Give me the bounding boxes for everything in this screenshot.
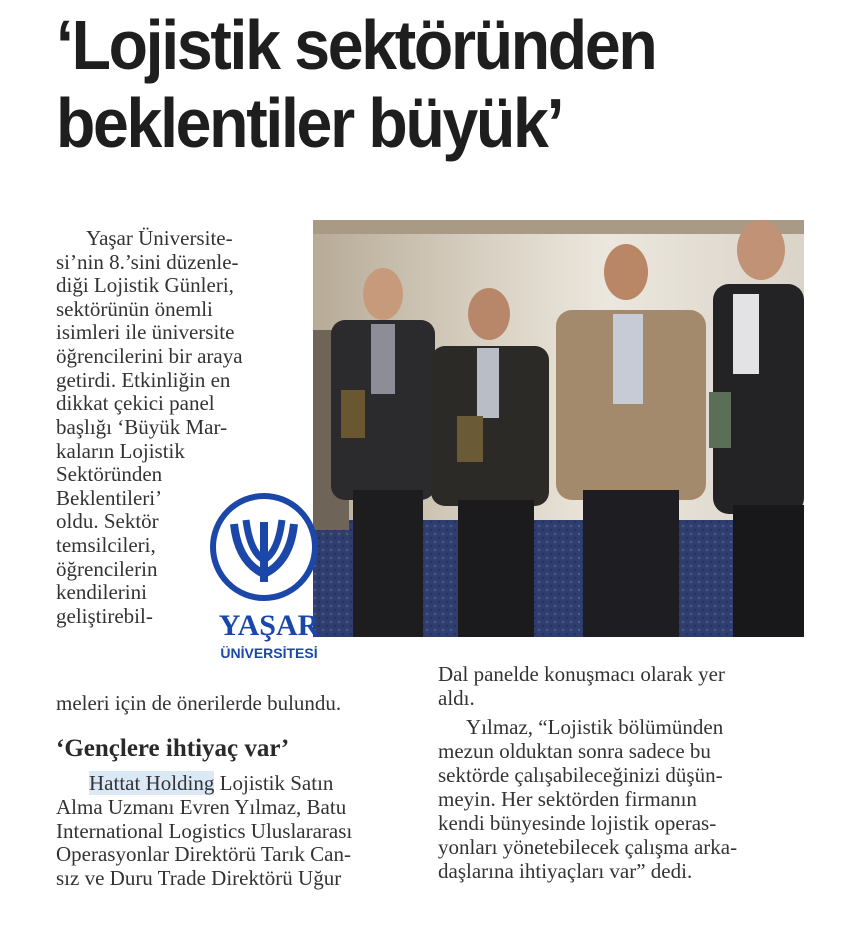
body-line: kaların Lojistik [56, 439, 185, 463]
body-line: öğrencilerin [56, 557, 158, 581]
body-line: getirdi. Etkinliğin en [56, 368, 231, 392]
headline-line-2: beklentiler büyük’ [56, 84, 563, 162]
headline [56, 6, 792, 162]
body-line: Sektöründen [56, 462, 163, 486]
body-line: yonları yönetebilecek çalışma arka- [438, 835, 738, 859]
logo-name: YAŞAR [218, 609, 320, 642]
body-line: Hattat Holding Lojistik Satın [89, 771, 334, 795]
body-line: Yılmaz, “Lojistik bölümünden [466, 715, 724, 739]
body-line: mezun olduktan sonra sadece bu [438, 739, 711, 763]
body-line: diği Lojistik Günleri, [56, 273, 234, 297]
photo-icon [313, 220, 804, 637]
headline-line-1: ‘Lojistik sektöründen [56, 6, 656, 84]
body-line: Alma Uzmanı Evren Yılmaz, Batu [56, 795, 347, 819]
body-line: oldu. Sektör [56, 509, 159, 533]
body-line: öğrencilerini bir araya [56, 344, 243, 368]
body-line: International Logistics Uluslararası [56, 819, 353, 843]
body-line: meleri için de önerilerde bulundu. [56, 691, 342, 715]
yasar-university-logo [204, 492, 334, 662]
highlighted-company: Hattat Holding [89, 771, 215, 795]
body-line: sektörünün önemli [56, 297, 213, 321]
body-line: Beklentileri’ [56, 486, 163, 510]
body-line: sız ve Duru Trade Direktörü Uğur [56, 866, 342, 890]
body-line: isimleri ile üniversite [56, 320, 235, 344]
body-line: daşlarına ihtiyaçları var” dedi. [438, 859, 693, 883]
body-line: sektörde çalışabileceğinizi düşün- [438, 763, 723, 787]
body-line: aldı. [438, 686, 475, 710]
body-line: kendilerini [56, 580, 147, 604]
yasar-emblem-icon [204, 492, 334, 662]
body-line: temsilcileri, [56, 533, 156, 557]
body-line: geliştirebil- [56, 604, 153, 628]
body-line: si’nin 8.’sini düzenle- [56, 250, 239, 274]
logo-sub: ÜNİVERSİTESİ [220, 645, 318, 661]
body-line: meyin. Her sektörden firmanın [438, 787, 697, 811]
body-line: Operasyonlar Direktörü Tarık Can- [56, 842, 351, 866]
subheading: ‘Gençlere ihtiyaç var’ [56, 735, 290, 762]
body-line: kendi bünyesinde lojistik operas- [438, 811, 717, 835]
body-line: başlığı ‘Büyük Mar- [56, 415, 228, 439]
body-line: dikkat çekici panel [56, 391, 215, 415]
body-line: Dal panelde konuşmacı olarak yer [438, 662, 725, 686]
award-ceremony-photo [313, 220, 804, 637]
body-line: Yaşar Üniversite- [86, 226, 233, 250]
